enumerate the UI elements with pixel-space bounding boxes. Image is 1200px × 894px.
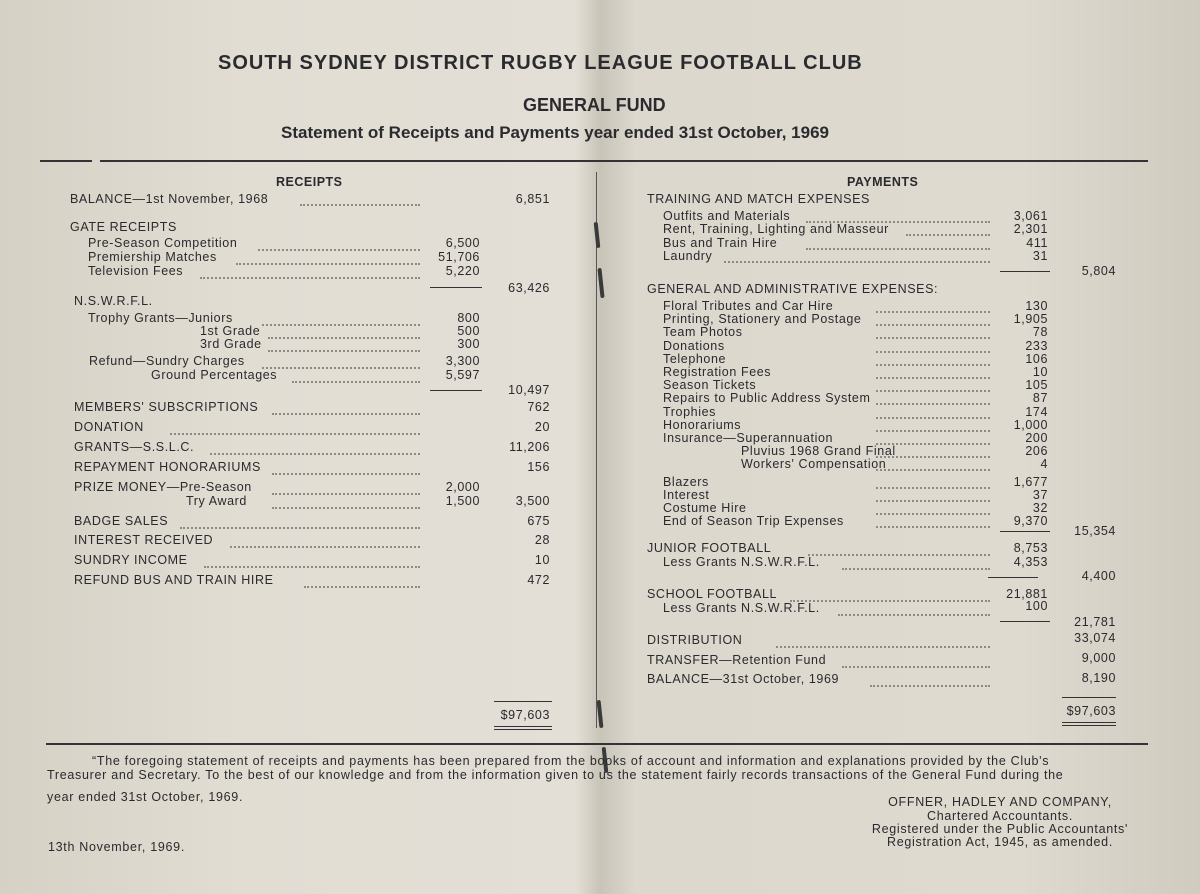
dot-leader — [236, 263, 420, 265]
staple-mark — [597, 268, 604, 298]
admin-item-amount: 106 — [1025, 352, 1048, 366]
top-rule-left — [40, 160, 92, 162]
dot-leader — [180, 527, 420, 529]
staple-mark — [597, 700, 604, 728]
statement-date: 13th November, 1969. — [48, 840, 185, 854]
admin-item-amount: 78 — [1032, 325, 1048, 339]
training-heading: TRAINING AND MATCH EXPENSES — [647, 192, 870, 206]
payments-heading: PAYMENTS — [847, 175, 919, 189]
admin-item-label: Registration Fees — [663, 365, 772, 379]
distribution-label: DISTRIBUTION — [647, 633, 743, 647]
admin-item-label: End of Season Trip Expenses — [663, 514, 844, 528]
junior-football-amount: 8,753 — [1013, 541, 1048, 555]
trophy-juniors-amount: 800 — [457, 311, 480, 325]
dot-leader — [838, 614, 990, 616]
dot-leader — [876, 526, 990, 528]
dot-leader — [272, 507, 420, 509]
gate-heading: GATE RECEIPTS — [70, 220, 177, 234]
gate-item-amount: 6,500 — [445, 236, 480, 250]
training-item-amount: 2,301 — [1013, 222, 1048, 236]
firm-title: Chartered Accountants. — [926, 809, 1074, 823]
junior-less-amount: 4,353 — [1013, 555, 1048, 569]
transfer-label: TRANSFER—Retention Fund — [647, 653, 827, 667]
total-double-rule — [494, 729, 552, 730]
admin-item-label: Printing, Stationery and Postage — [663, 312, 862, 326]
statement-title: Statement of Receipts and Payments year ended 31st October, 1969 — [281, 123, 829, 142]
payments-balance-label: BALANCE—31st October, 1969 — [647, 672, 840, 686]
admin-item-label: Interest — [663, 488, 710, 502]
dot-leader — [876, 513, 990, 515]
club-title: SOUTH SYDNEY DISTRICT RUGBY LEAGUE FOOTBALL CLUB — [218, 52, 863, 74]
gate-item-amount: 51,706 — [438, 250, 480, 264]
admin-item-label: Honorariums — [663, 418, 742, 432]
training-item-label: Rent, Training, Lighting and Masseur — [663, 222, 889, 236]
dot-leader — [210, 453, 420, 455]
school-total: 21,781 — [1074, 615, 1116, 629]
school-less-amount: 100 — [1025, 599, 1048, 613]
dot-leader — [200, 277, 420, 279]
gate-item-label: Premiership Matches — [88, 250, 217, 264]
training-item-amount: 411 — [1026, 236, 1048, 250]
dot-leader — [876, 403, 990, 405]
refund-sundry-label: Refund—Sundry Charges — [89, 354, 245, 368]
receipts-heading: RECEIPTS — [276, 175, 343, 189]
admin-item-amount: 130 — [1025, 299, 1048, 313]
training-item-label: Outfits and Materials — [663, 209, 791, 223]
training-item-amount: 3,061 — [1013, 209, 1048, 223]
admin-item-amount: 206 — [1025, 444, 1048, 458]
badge-sales-label: BADGE SALES — [74, 514, 169, 528]
admin-item-label: Pluvius 1968 Grand Final — [741, 444, 896, 458]
junior-football-label: JUNIOR FOOTBALL — [647, 541, 772, 555]
training-item-amount: 31 — [1032, 249, 1048, 263]
admin-item-amount: 32 — [1032, 501, 1048, 515]
sundry-income-label: SUNDRY INCOME — [74, 553, 188, 567]
gate-item-amount: 5,220 — [445, 264, 480, 278]
refund-bus-label: REFUND BUS AND TRAIN HIRE — [74, 573, 274, 587]
members-total: 762 — [527, 400, 550, 414]
admin-item-amount: 200 — [1025, 431, 1048, 445]
receipts-balance-label: BALANCE—1st November, 1968 — [70, 192, 269, 206]
total-rule — [494, 701, 552, 702]
prize-money-label: PRIZE MONEY—Pre-Season — [74, 480, 252, 494]
total-double-rule — [1062, 722, 1116, 723]
admin-item-label: Insurance—Superannuation — [663, 431, 834, 445]
center-divider — [596, 172, 597, 728]
admin-item-label: Donations — [663, 339, 725, 353]
refund-bus-total: 472 — [527, 573, 550, 587]
auditor-statement-line: Treasurer and Secretary. To the best of our knowledge and from the information given to us the statement fairly records transactions of the General Fund during the — [47, 768, 1064, 782]
sundry-charges-amount: 3,300 — [445, 354, 480, 368]
subtotal-rule — [430, 390, 482, 391]
admin-heading: GENERAL AND ADMINISTRATIVE EXPENSES: — [647, 282, 939, 296]
admin-item-label: Costume Hire — [663, 501, 747, 515]
junior-less-label: Less Grants N.S.W.R.F.L. — [663, 555, 820, 569]
dot-leader — [876, 311, 990, 313]
donation-label: DONATION — [74, 420, 144, 434]
dot-leader — [876, 469, 990, 471]
nswrfl-total: 10,497 — [508, 383, 550, 397]
training-total: 5,804 — [1081, 264, 1116, 278]
admin-item-label: Team Photos — [663, 325, 743, 339]
admin-item-amount: 174 — [1025, 405, 1048, 419]
subtotal-rule — [1000, 531, 1050, 532]
dot-leader — [262, 367, 420, 369]
admin-item-label: Workers' Compensation — [741, 457, 887, 471]
gate-total: 63,426 — [508, 281, 550, 295]
fund-title: GENERAL FUND — [523, 95, 666, 115]
dot-leader — [876, 500, 990, 502]
grants-label: GRANTS—S.S.L.C. — [74, 440, 195, 454]
dot-leader — [842, 568, 990, 570]
sundry-income-total: 10 — [534, 553, 550, 567]
dot-leader — [806, 248, 990, 250]
prize-total: 3,500 — [515, 494, 550, 508]
dot-leader — [808, 554, 990, 556]
admin-item-amount: 1,000 — [1013, 418, 1048, 432]
dot-leader — [724, 261, 990, 263]
receipts-grand-total: $97,603 — [500, 708, 550, 722]
grants-total: 11,206 — [509, 440, 550, 454]
admin-item-amount: 37 — [1032, 488, 1048, 502]
training-item-label: Bus and Train Hire — [663, 236, 778, 250]
members-label: MEMBERS' SUBSCRIPTIONS — [74, 400, 259, 414]
ground-percentages-label: Ground Percentages — [151, 368, 278, 382]
dot-leader — [876, 324, 990, 326]
total-double-rule — [1062, 725, 1116, 726]
dot-leader — [876, 337, 990, 339]
dot-leader — [268, 337, 420, 339]
dot-leader — [300, 204, 420, 206]
admin-item-amount: 87 — [1032, 391, 1048, 405]
third-grade-label: 3rd Grade — [200, 337, 262, 351]
dot-leader — [876, 417, 990, 419]
admin-item-label: Telephone — [663, 352, 727, 366]
ground-percentages-amount: 5,597 — [445, 368, 480, 382]
payments-balance-total: 8,190 — [1081, 671, 1116, 685]
bottom-rule — [46, 743, 1148, 745]
training-item-label: Laundry — [663, 249, 713, 263]
try-award-label: Try Award — [186, 494, 247, 508]
admin-item-label: Repairs to Public Address System — [663, 391, 871, 405]
dot-leader — [876, 390, 990, 392]
school-football-label: SCHOOL FOOTBALL — [647, 587, 778, 601]
admin-item-amount: 105 — [1025, 378, 1048, 392]
dot-leader — [876, 377, 990, 379]
admin-item-label: Blazers — [663, 475, 709, 489]
auditor-statement-line: year ended 31st October, 1969. — [47, 790, 244, 804]
top-rule — [100, 160, 1148, 162]
subtotal-rule — [988, 577, 1038, 578]
dot-leader — [876, 487, 990, 489]
receipts-balance-total: 6,851 — [515, 192, 550, 206]
junior-total: 4,400 — [1081, 569, 1116, 583]
dot-leader — [790, 600, 990, 602]
dot-leader — [870, 685, 990, 687]
gate-item-label: Television Fees — [88, 264, 184, 278]
total-double-rule — [494, 726, 552, 727]
admin-item-amount: 4 — [1040, 457, 1048, 471]
trophy-grants-label: Trophy Grants—Juniors — [88, 311, 233, 325]
prize-preseason-amount: 2,000 — [445, 480, 480, 494]
dot-leader — [304, 586, 420, 588]
admin-item-amount: 1,905 — [1013, 312, 1048, 326]
subtotal-rule — [1000, 271, 1050, 272]
admin-item-amount: 10 — [1032, 365, 1048, 379]
dot-leader — [258, 249, 420, 251]
firm-name: OFFNER, HADLEY AND COMPANY, — [888, 795, 1112, 809]
donation-total: 20 — [534, 420, 550, 434]
dot-leader — [262, 324, 420, 326]
try-award-amount: 1,500 — [445, 494, 480, 508]
dot-leader — [230, 546, 420, 548]
school-less-label: Less Grants N.S.W.R.F.L. — [663, 601, 820, 615]
transfer-total: 9,000 — [1081, 651, 1116, 665]
nswrfl-heading: N.S.W.R.F.L. — [74, 294, 153, 308]
distribution-total: 33,074 — [1074, 631, 1116, 645]
firm-registration-act: Registration Act, 1945, as amended. — [886, 835, 1113, 849]
repayment-total: 156 — [527, 460, 550, 474]
interest-received-label: INTEREST RECEIVED — [74, 533, 214, 547]
admin-item-label: Season Tickets — [663, 378, 757, 392]
admin-item-amount: 9,370 — [1013, 514, 1048, 528]
payments-grand-total: $97,603 — [1066, 704, 1116, 718]
admin-item-amount: 1,677 — [1013, 475, 1048, 489]
subtotal-rule — [1000, 621, 1050, 622]
repayment-label: REPAYMENT HONORARIUMS — [74, 460, 261, 474]
gate-item-label: Pre-Season Competition — [88, 236, 238, 250]
staple-mark — [594, 222, 601, 248]
admin-item-amount: 233 — [1025, 339, 1048, 353]
first-grade-label: 1st Grade — [200, 324, 261, 338]
dot-leader — [272, 493, 420, 495]
dot-leader — [776, 646, 990, 648]
dot-leader — [876, 430, 990, 432]
auditor-statement-line: “The foregoing statement of receipts and payments has been prepared from the books of account and information and explanations provided by the Club's — [92, 754, 1050, 768]
dot-leader — [842, 666, 990, 668]
third-grade-amount: 300 — [457, 337, 480, 351]
dot-leader — [204, 566, 420, 568]
badge-sales-total: 675 — [527, 514, 550, 528]
subtotal-rule — [430, 287, 482, 288]
dot-leader — [272, 473, 420, 475]
firm-registration: Registered under the Public Accountants' — [871, 822, 1129, 836]
dot-leader — [292, 381, 420, 383]
dot-leader — [876, 351, 990, 353]
admin-item-label: Trophies — [663, 405, 716, 419]
first-grade-amount: 500 — [457, 324, 480, 338]
total-rule — [1062, 697, 1116, 698]
dot-leader — [272, 413, 420, 415]
interest-received-total: 28 — [534, 533, 550, 547]
admin-item-label: Floral Tributes and Car Hire — [663, 299, 834, 313]
dot-leader — [268, 350, 420, 352]
dot-leader — [876, 364, 990, 366]
admin-total: 15,354 — [1074, 524, 1116, 538]
dot-leader — [170, 433, 420, 435]
dot-leader — [876, 456, 990, 458]
school-football-amount: 21,881 — [1006, 587, 1048, 601]
